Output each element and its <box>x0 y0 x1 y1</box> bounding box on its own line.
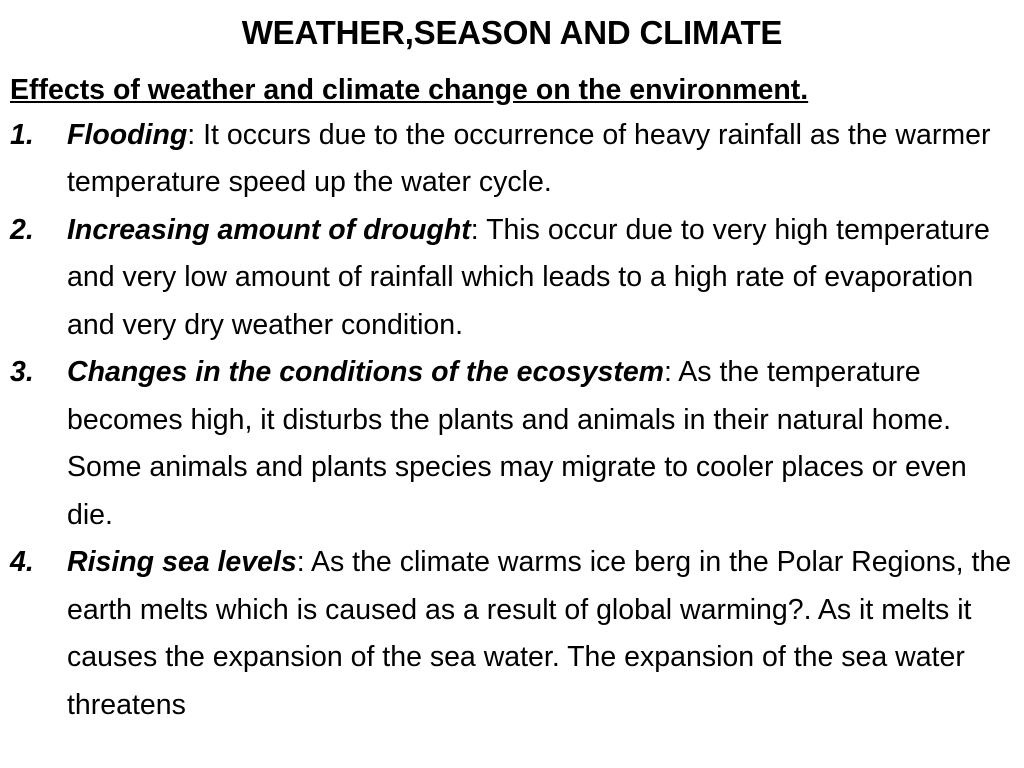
effects-list <box>10 112 1016 730</box>
list-item <box>10 539 1016 729</box>
list-item-separator: : <box>470 213 487 246</box>
section-subheading: Effects of weather and climate change on the environment. <box>10 74 809 106</box>
list-item-text: It occurs due to the occurrence of heavy rainfall as the warmer temperature speed up the water cycle. <box>67 118 991 199</box>
list-item <box>10 207 1016 350</box>
list-item-text: As the climate warms ice berg in the Polar Regions, the earth melts which is caused as a result of global warming?. As it melts it causes the expansion of the sea water. The expansion of the sea water threatens <box>67 546 1012 721</box>
list-item-separator: : <box>664 356 679 389</box>
list-item-separator: : <box>187 118 204 151</box>
slide-body <box>10 72 1016 729</box>
list-item-separator: : <box>296 546 311 579</box>
page-title: WEATHER,SEASON AND CLIMATE <box>241 14 783 51</box>
list-item-label: Changes in the conditions of the ecosystem <box>67 356 665 389</box>
list-item-marker: 3. <box>10 356 34 389</box>
list-item-label: Flooding <box>67 118 188 151</box>
list-item-marker: 2. <box>10 213 34 246</box>
list-item <box>10 112 1016 207</box>
list-item-text: As the temperature becomes high, it disturbs the plants and animals in their natural home. Some animals and plants species may migrate to cooler places or even die. <box>67 356 967 531</box>
list-item-marker: 4. <box>10 546 34 579</box>
list-item <box>10 349 1016 539</box>
list-item-label: Increasing amount of drought <box>67 213 471 246</box>
list-item-text: This occur due to very high temperature and very low amount of rainfall which leads to a high rate of evaporation and very dry weather condition. <box>67 213 990 341</box>
list-item-label: Rising sea levels <box>67 546 297 579</box>
list-item-marker: 1. <box>10 118 34 151</box>
